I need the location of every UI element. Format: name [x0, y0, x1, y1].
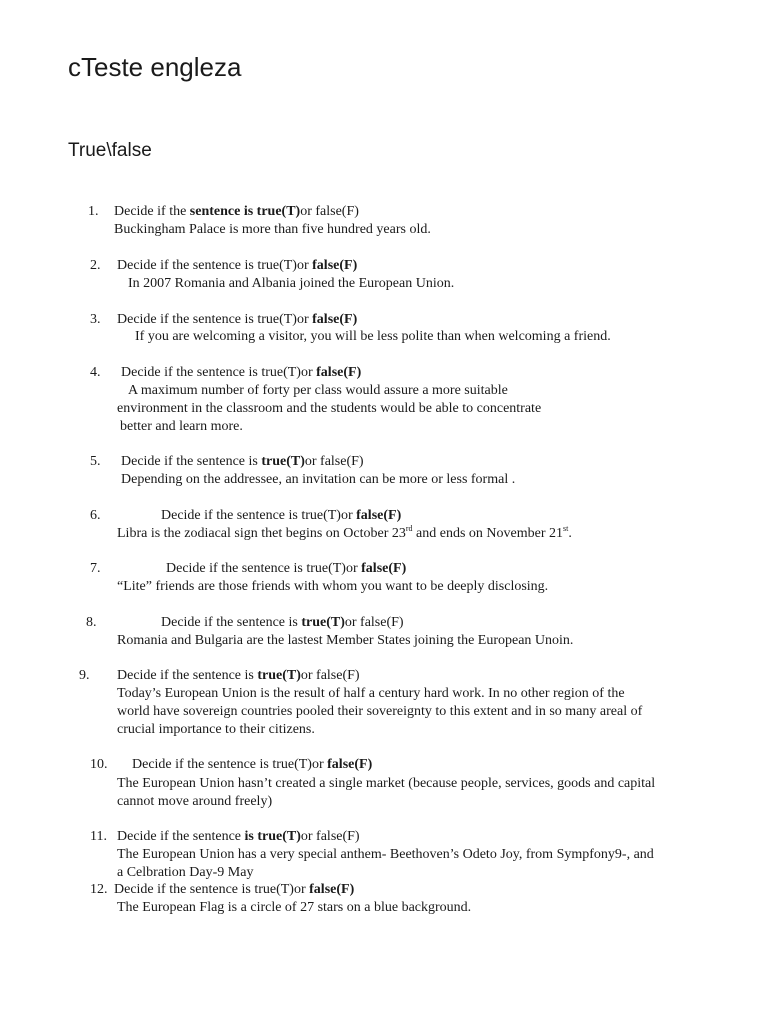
question-line — [161, 507, 401, 525]
item-number: 4. — [90, 365, 101, 380]
item-number: 5. — [90, 454, 101, 469]
question-line — [117, 828, 360, 846]
question-line — [114, 881, 354, 899]
statement-line: better and learn more. — [120, 419, 243, 434]
statement-line: “Lite” friends are those friends with whom you want to be deeply disclosing. — [117, 579, 549, 594]
question-emphasis: true(T) — [261, 454, 305, 469]
item-number: 9. — [79, 668, 90, 683]
question-text: Decide if the sentence is true(T)or — [161, 508, 357, 523]
question-emphasis: false(F) — [361, 561, 407, 576]
section-heading: True\false — [68, 140, 152, 161]
statement-text: and ends on November 21 — [412, 526, 564, 541]
document-title: cTeste engleza — [68, 52, 242, 82]
item-number: 6. — [90, 508, 101, 523]
item-number: 3. — [90, 312, 101, 327]
question-emphasis: false(F) — [312, 258, 358, 273]
statement-text: Libra is the zodiacal sign thet begins on October 23 — [117, 526, 406, 541]
statement-line: Today’s European Union is the result of half a century hard work. In no other region of the — [117, 686, 625, 701]
question-line — [121, 453, 364, 471]
question-emphasis: false(F) — [327, 757, 373, 772]
question-line — [132, 756, 372, 774]
item-number: 10. — [90, 757, 108, 772]
item-number: 1. — [88, 204, 99, 219]
item-number: 8. — [86, 615, 97, 630]
statement-line: crucial importance to their citizens. — [117, 722, 315, 737]
question-line — [166, 560, 406, 578]
question-text: Decide if the sentence is — [121, 454, 262, 469]
question-text: or false(F) — [344, 615, 404, 630]
statement-line — [117, 525, 572, 543]
question-text: or false(F) — [300, 204, 359, 219]
statement-line: If you are welcoming a visitor, you will be less polite than when welcoming a friend. — [135, 329, 611, 344]
ordinal-suffix: rd — [405, 524, 413, 533]
question-line — [121, 364, 361, 382]
statement-line: The European Flag is a circle of 27 stars on a blue background. — [117, 900, 472, 915]
statement-line: a Celbration Day-9 May — [117, 865, 254, 880]
question-line — [114, 203, 359, 221]
statement-line: Depending on the addressee, an invitation can be more or less formal . — [121, 472, 516, 487]
question-line — [117, 257, 357, 275]
question-text: Decide if the sentence — [117, 829, 245, 844]
statement-line: The European Union hasn’t created a single market (because people, services, goods and capital — [117, 776, 656, 791]
question-text: Decide if the sentence is true(T)or — [117, 312, 313, 327]
question-text: or false(F) — [300, 668, 360, 683]
question-text: Decide if the sentence is true(T)or — [117, 258, 313, 273]
question-text: or false(F) — [300, 829, 360, 844]
statement-line: The European Union has a very special anthem- Beethoven’s Odeto Joy, from Sympfony9-, and — [117, 847, 654, 862]
question-emphasis: false(F) — [312, 312, 358, 327]
question-text: Decide if the — [114, 204, 190, 219]
statement-line: cannot move around freely) — [117, 794, 273, 809]
question-emphasis: false(F) — [356, 508, 402, 523]
item-number: 11. — [90, 829, 107, 844]
statement-line: A maximum number of forty per class would assure a more suitable — [128, 383, 508, 398]
statement-line: world have sovereign countries pooled their sovereignty to this extent and in so many areal of — [117, 704, 643, 719]
statement-line: environment in the classroom and the students would be able to concentrate — [117, 401, 542, 416]
question-text: or false(F) — [304, 454, 364, 469]
statement-line: Buckingham Palace is more than five hundred years old. — [114, 222, 431, 237]
question-text: Decide if the sentence is — [117, 668, 258, 683]
question-text: Decide if the sentence is true(T)or — [132, 757, 328, 772]
ordinal-suffix: st — [563, 524, 569, 533]
question-line — [161, 614, 404, 632]
question-text: Decide if the sentence is true(T)or — [166, 561, 362, 576]
question-emphasis: true(T) — [257, 668, 301, 683]
statement-line: Romania and Bulgaria are the lastest Member States joining the European Unoin. — [117, 633, 574, 648]
item-number: 7. — [90, 561, 101, 576]
statement-line: In 2007 Romania and Albania joined the European Union. — [128, 276, 455, 291]
question-text: Decide if the sentence is — [161, 615, 302, 630]
question-text: Decide if the sentence is true(T)or — [121, 365, 317, 380]
question-emphasis: true(T) — [301, 615, 345, 630]
question-line — [117, 667, 360, 685]
question-emphasis: sentence is true(T) — [189, 204, 301, 219]
question-line — [117, 311, 357, 329]
item-number: 12. — [90, 882, 108, 897]
statement-text: . — [568, 526, 572, 541]
question-emphasis: is true(T) — [244, 829, 301, 844]
question-emphasis: false(F) — [316, 365, 362, 380]
item-number: 2. — [90, 258, 101, 273]
question-emphasis: false(F) — [309, 882, 355, 897]
question-text: Decide if the sentence is true(T)or — [114, 882, 310, 897]
